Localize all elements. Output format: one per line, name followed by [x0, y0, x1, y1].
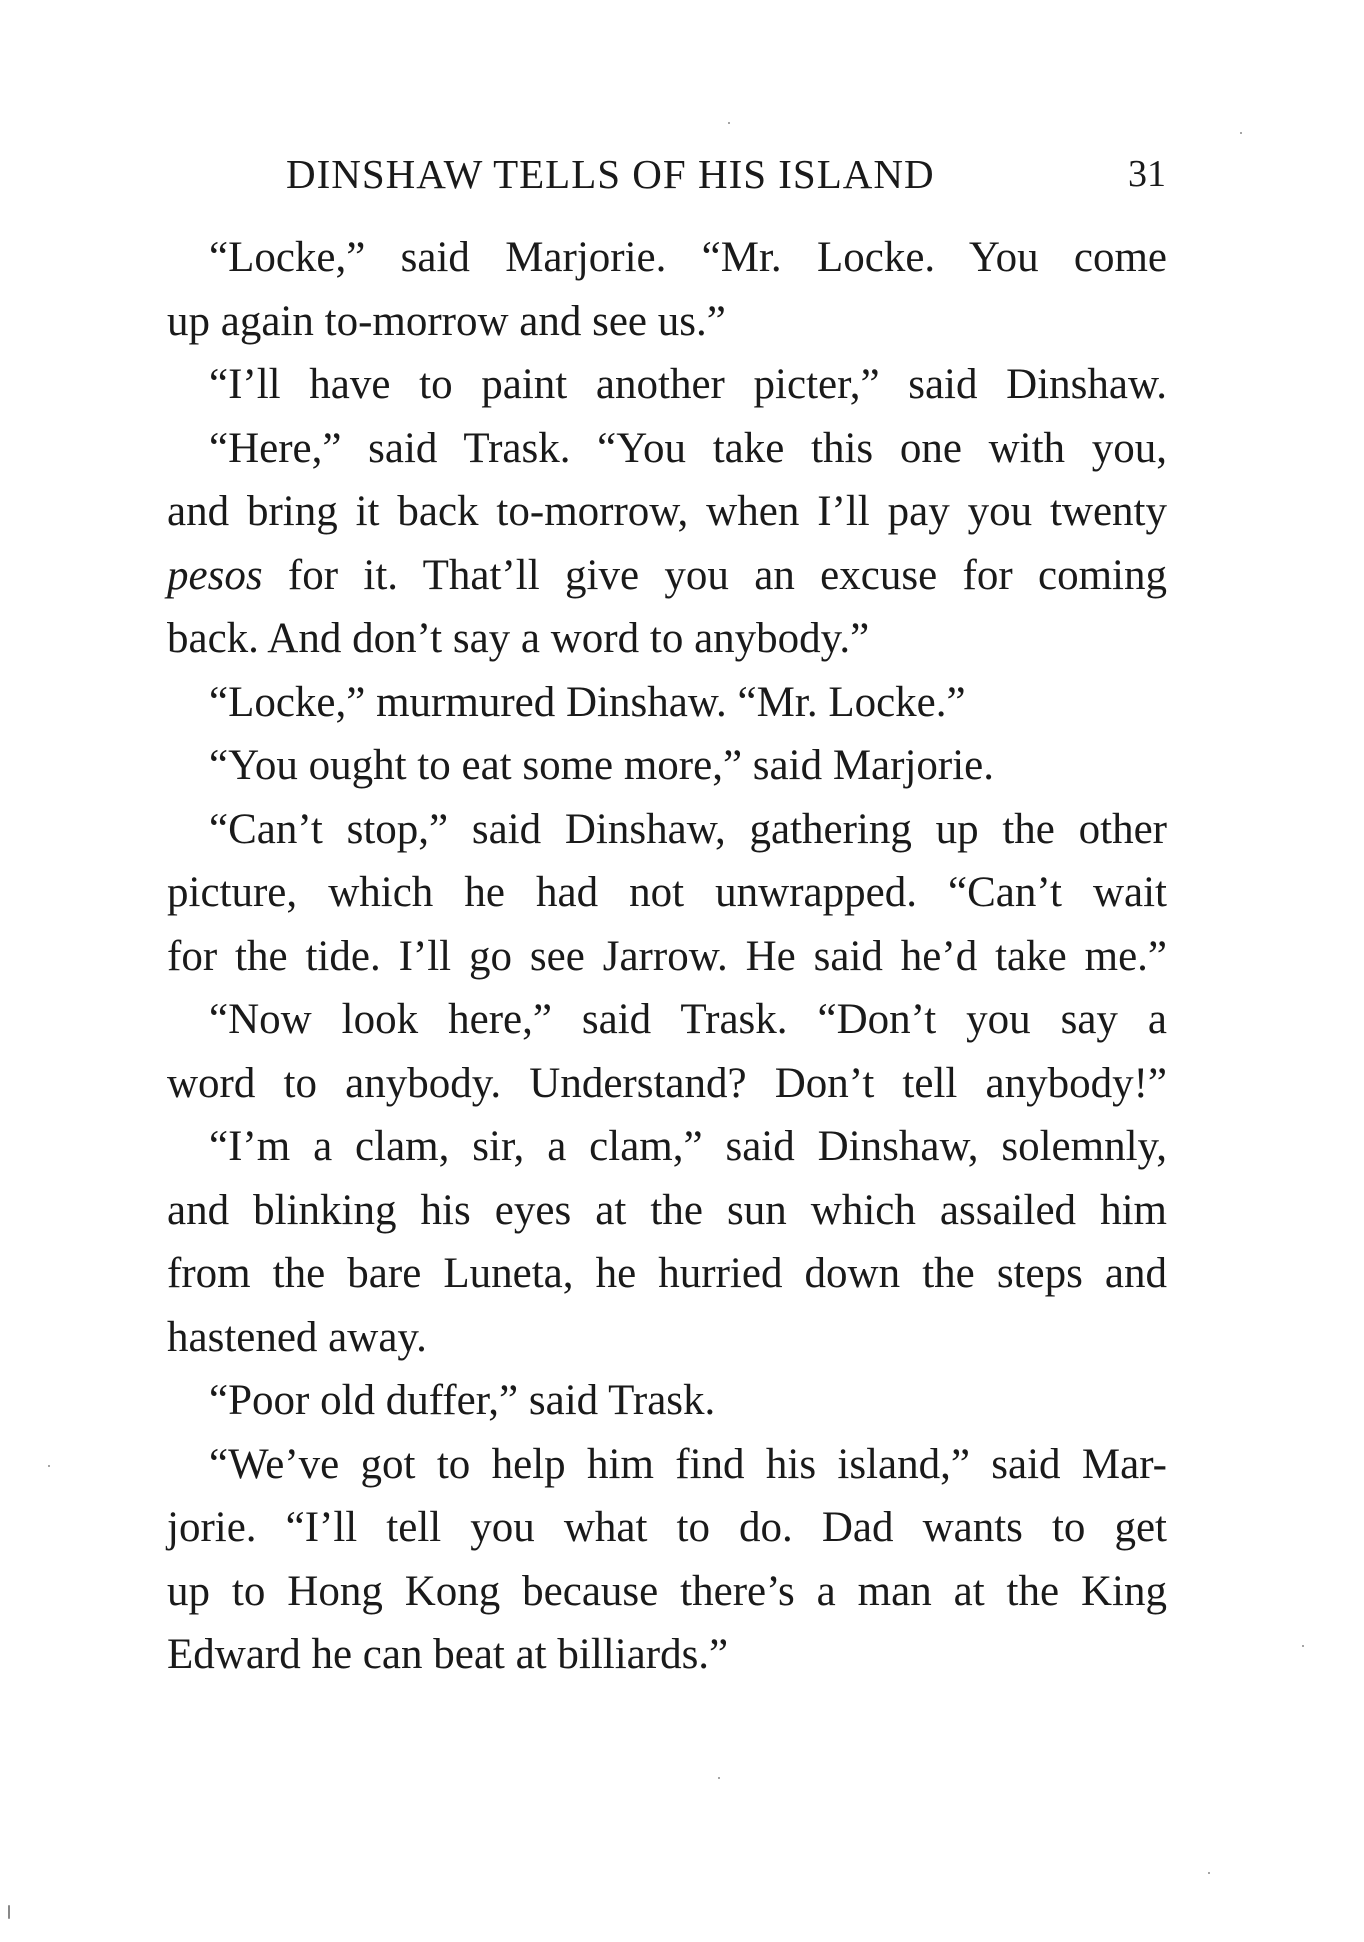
text-line: “I’m a clam, sir, a clam,” said Dinshaw, solemnly, — [209, 1123, 1167, 1170]
scan-speck — [1240, 132, 1242, 134]
page-number: 31 — [1128, 153, 1166, 195]
running-head — [286, 150, 1166, 200]
text-line: jorie. “I’ll tell you what to do. Dad wants to get — [167, 1504, 1167, 1551]
chapter-title: DINSHAW TELLS OF HIS ISLAND — [286, 151, 935, 197]
text-line: “Can’t stop,” said Dinshaw, gathering up the other — [209, 805, 1167, 853]
scan-speck — [1302, 1645, 1304, 1647]
text-line: “We’ve got to help him find his island,” said Mar- — [209, 1440, 1167, 1488]
text-line: up again to-morrow and see us.” — [167, 297, 726, 345]
text-line: from the bare Luneta, he hurried down the steps and — [167, 1250, 1167, 1297]
text-line: for the tide. I’ll go see Jarrow. He said he’d take me.” — [167, 932, 1167, 980]
scan-speck — [718, 1777, 720, 1779]
scan-speck — [1208, 1872, 1210, 1874]
text-line: word to anybody. Understand? Don’t tell anybody!” — [167, 1059, 1167, 1107]
body-text — [167, 226, 1167, 1687]
text-line: “Now look here,” said Trask. “Don’t you say a — [209, 996, 1167, 1043]
italic-word: pesos — [167, 551, 263, 599]
scan-speck — [48, 1465, 50, 1467]
text-line: hastened away. — [167, 1313, 427, 1361]
scan-speck — [8, 1905, 10, 1919]
text-line: pesos for it. That’ll give you an excuse for coming — [167, 551, 1167, 599]
text-line: “Locke,” murmured Dinshaw. “Mr. Locke.” — [209, 678, 966, 726]
text-line: Edward he can beat at billiards.” — [167, 1631, 729, 1678]
scan-speck — [728, 122, 730, 124]
text-line: “Poor old duffer,” said Trask. — [209, 1377, 716, 1424]
text-line: “Here,” said Trask. “You take this one with you, — [209, 424, 1167, 472]
text-line: “I’ll have to paint another picter,” said Dinshaw. — [209, 361, 1167, 408]
text-line: and blinking his eyes at the sun which assailed him — [167, 1186, 1167, 1234]
text-line: back. And don’t say a word to anybody.” — [167, 615, 870, 662]
text-line: up to Hong Kong because there’s a man at the King — [167, 1567, 1167, 1615]
text-line: picture, which he had not unwrapped. “Can’t wait — [167, 869, 1167, 916]
text-line: and bring it back to-morrow, when I’ll pay you twenty — [167, 488, 1167, 535]
text-line: “You ought to eat some more,” said Marjorie. — [209, 742, 995, 789]
text-line: “Locke,” said Marjorie. “Mr. Locke. You come — [209, 234, 1167, 281]
